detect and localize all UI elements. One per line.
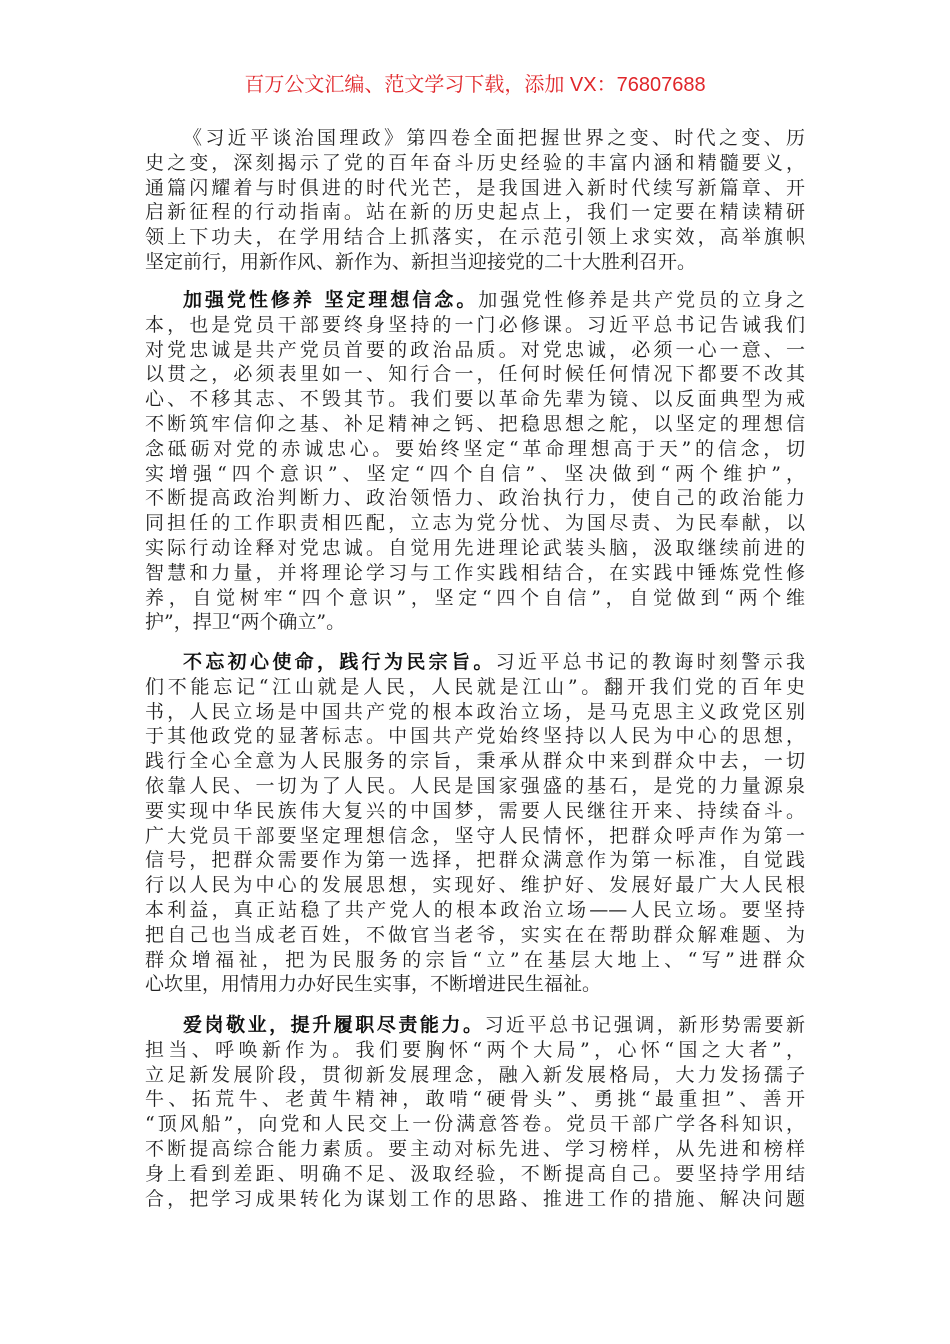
text-line [145, 412, 805, 437]
text-line [145, 225, 805, 250]
line-text: 牛、拓荒牛、老黄牛精神，敢啃“硬骨头”、勇挑“最重担”、善开 [145, 1088, 805, 1111]
text-line [145, 650, 805, 675]
line-text: 《习近平谈治国理政》第四卷全面把握世界之变、时代之变、历 [183, 127, 805, 149]
line-text: 把自己也当成老百姓，不做官当老爷，实实在在帮助群众解难题、为 [145, 923, 805, 946]
line-text: 领上下功夫，在学用结合上抓落实，在示范引领上求实效，高举旗帜 [145, 226, 805, 249]
line-text: 坚定前行，用新作风、新作为、新担当迎接党的二十大胜利召开。 [145, 250, 697, 273]
text-line [145, 724, 805, 749]
line-text: 同担任的工作职责相匹配，立志为党分忧、为国尽责、为民奉献，以 [145, 512, 805, 535]
text-line [145, 1162, 805, 1187]
line-text: 养，自觉树牢“四个意识”，坚定“四个自信”，自觉做到“两个维 [145, 586, 805, 609]
line-text: 智慧和力量，并将理论学习与工作实践相结合，在实践中锤炼党性修 [145, 561, 805, 584]
line-text: 广大党员干部要坚定理想信念，坚守人民情怀，把群众呼声作为第一 [145, 824, 805, 847]
text-line [145, 250, 805, 275]
line-text: 护”，捍卫“两个确立”。 [145, 611, 346, 634]
text-line [145, 313, 805, 338]
text-line [145, 200, 805, 225]
line-text: 不断筑牢信仰之基、补足精神之钙、把稳思想之舵，以坚定的理想信 [145, 412, 805, 435]
line-text: 对党忠诚是共产党员首要的政治品质。对党忠诚，必须一心一意、一 [145, 338, 805, 361]
line-text: 依靠人民、一切为了人民。人民是国家强盛的基石，是党的力量源泉 [145, 774, 805, 797]
text-line [145, 824, 805, 849]
paragraph [145, 126, 805, 275]
text-line [145, 1013, 805, 1038]
text-line [145, 898, 805, 923]
text-line [145, 848, 805, 873]
text-line [145, 1063, 805, 1088]
line-text: “顶风船”，向党和人民交上一份满意答卷。党员干部广学各科知识， [145, 1113, 805, 1136]
text-line [145, 338, 805, 363]
line-text: 本，也是党员干部要终身坚持的一门必修课。习近平总书记告诫我们 [145, 313, 805, 336]
paragraph [145, 288, 805, 635]
line-text: 本利益，真正站稳了共产党人的根本政治立场——人民立场。要坚持 [145, 898, 805, 921]
line-text: 习近平总书记的教诲时刻警示我 [495, 651, 805, 673]
line-text: 习近平总书记强调，新形势需要新 [484, 1014, 805, 1036]
text-line [145, 486, 805, 511]
line-text: 立足新发展阶段，贯彻新发展理念，融入新发展格局，大力发扬孺子 [145, 1063, 805, 1086]
header-banner: 百万公文汇编、范文学习下载，添加 VX：76807688 [244, 74, 706, 96]
line-text: 不断提高政治判断力、政治领悟力、政治执行力，使自己的政治能力 [145, 487, 805, 510]
paragraph-heading: 爱岗敬业，提升履职尽责能力。 [183, 1014, 485, 1036]
text-line [145, 948, 805, 973]
text-line [145, 126, 805, 151]
text-line [145, 586, 805, 611]
text-line [145, 151, 805, 176]
text-line [145, 610, 805, 635]
line-text: 不断提高综合能力素质。要主动对标先进、学习榜样，从先进和榜样 [145, 1137, 805, 1160]
line-text: 践行全心全意为人民服务的宗旨，秉承从群众中来到群众中去，一切 [145, 750, 805, 773]
line-text: 实际行动诠释对党忠诚。自觉用先进理论武装头脑，汲取继续前进的 [145, 536, 805, 559]
line-text: 群众增福祉，把为民服务的宗旨“立”在基层大地上、“写”进群众 [145, 948, 805, 971]
line-text: 实增强“四个意识”、坚定“四个自信”、坚决做到“两个维护”， [145, 462, 805, 485]
line-text: 信号，把群众需要作为第一选择，把群众满意作为第一标准，自觉践 [145, 849, 805, 872]
text-line [145, 387, 805, 412]
line-text: 念砥砺对党的赤诚忠心。要始终坚定“革命理想高于天”的信念，切 [145, 437, 805, 460]
line-text: 启新征程的行动指南。站在新的历史起点上，我们一定要在精读精研 [145, 201, 805, 224]
text-line [145, 288, 805, 313]
text-line [145, 462, 805, 487]
text-line [145, 799, 805, 824]
text-line [145, 675, 805, 700]
paragraph [145, 650, 805, 997]
paragraph-heading: 不忘初心使命，践行为民宗旨。 [183, 651, 496, 673]
text-line [145, 362, 805, 387]
text-line [145, 873, 805, 898]
line-text: 担当、呼唤新作为。我们要胸怀“两个大局”，心怀“国之大者”， [145, 1038, 805, 1061]
line-text: 心坎里，用情用力办好民生实事，不断增进民生福祉。 [145, 973, 602, 996]
line-text: 于其他政党的显著标志。中国共产党始终坚持以人民为中心的思想， [145, 725, 805, 748]
text-line [145, 1087, 805, 1112]
paragraph-heading: 加强党性修养 坚定理想信念。 [183, 289, 479, 311]
line-text: 以贯之，必须表里如一、知行合一，任何时候任何情况下都要不改其 [145, 363, 805, 386]
paragraph [145, 1013, 805, 1211]
text-line [145, 749, 805, 774]
text-line [145, 972, 805, 997]
line-text: 行以人民为中心的发展思想，实现好、维护好、发展好最广大人民根 [145, 874, 805, 897]
line-text: 心、不移其志、不毁其节。我们要以革命先辈为镜、以反面典型为戒 [145, 388, 805, 411]
text-line [145, 176, 805, 201]
text-line [145, 511, 805, 536]
text-line [145, 561, 805, 586]
text-line [145, 1187, 805, 1212]
text-line [145, 437, 805, 462]
line-text: 加强党性修养是共产党员的立身之 [478, 289, 805, 311]
line-text: 合，把学习成果转化为谋划工作的思路、推进工作的措施、解决问题 [145, 1187, 805, 1210]
text-line [145, 1137, 805, 1162]
line-text: 书，人民立场是中国共产党的根本政治立场，是马克思主义政党区别 [145, 700, 805, 723]
text-line [145, 774, 805, 799]
text-line [145, 1038, 805, 1063]
line-text: 要实现中华民族伟大复兴的中国梦，需要人民继往开来、持续奋斗。 [145, 799, 805, 822]
text-line [145, 700, 805, 725]
line-text: 通篇闪耀着与时俱进的时代光芒，是我国进入新时代续写新篇章、开 [145, 176, 805, 199]
text-line [145, 923, 805, 948]
line-text: 史之变，深刻揭示了党的百年奋斗历史经验的丰富内涵和精髓要义， [145, 151, 805, 174]
line-text: 们不能忘记“江山就是人民，人民就是江山”。翻开我们党的百年史 [145, 675, 805, 698]
line-text: 身上看到差距、明确不足、汲取经验，不断提高自己。要坚持学用结 [145, 1162, 805, 1185]
text-line [145, 1112, 805, 1137]
text-line [145, 536, 805, 561]
